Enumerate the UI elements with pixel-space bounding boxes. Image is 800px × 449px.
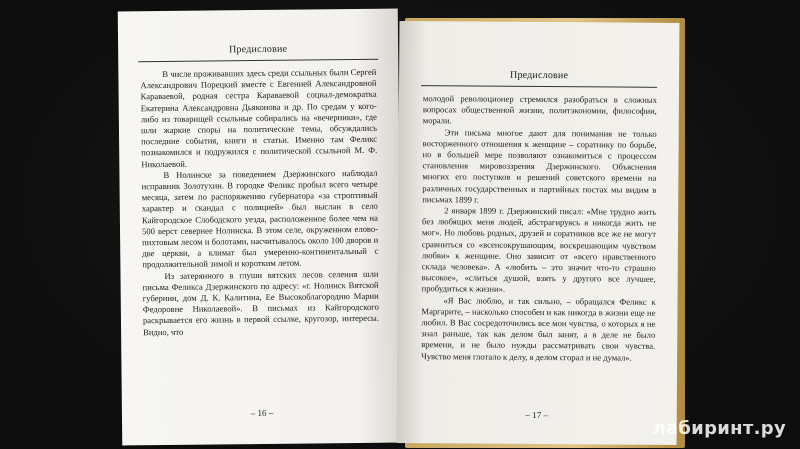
labirint-watermark: лабиринт.ру [652,418,786,439]
right-body-text [421,93,657,364]
left-page [118,9,403,446]
left-paragraph: В Нолинске за поведением Дзержинского наблюдал исправник Золотухин. В городке Феликс пробыл всего четыре месяца, затем по распоряжению губернатора «за строптивый характер и скандал с полицией» был выслан в село Кайгородское Слободского уезда, расположенное более чем на 500 верст севернее Нолинска. В этом селе, окруженном елово-пихтовым лесом и болотами, насчитывалось около 100 дворов и две церкви, а климат был умеренно-континентальный с продолжительной зимой и коротким летом. [141,167,379,270]
left-header-rule [138,59,378,63]
left-paragraph: В числе проживавших здесь среди ссыльных были Сергей Александрович Порецкий вместе с Евгенией Александровной Караваевой, родная сестра Караваевой социал-демократка Екатерина Александровна Дьяконова и др. По средам у кого-либо из товарищей ссыльные собирались на «вечерники», где шли жаркие споры на политические темы, обсуждались последние события, книги и статьи. Именно там Феликс познакомился и подружился с политической ссыльной М. Ф. Николаевой. [140,66,378,169]
right-page [397,21,680,445]
right-paragraph: Эти письма многое дают для понимания не только восторженного отношения к женщине – соратнику по борьбе, но в большей мере позволяют ознакомиться с процессом становления мировоззрения Дзержинского. Объяснения многих его поступков и решений советского времени на различных государственных и партийных постах мы видим в письмах 1899 г. [422,126,657,205]
left-body-text [140,67,379,338]
right-paragraph: 2 января 1899 г. Дзержинский писал: «Мне трудно жить без любящих меня людей, абстрагируясь я никогда жить не мог». Но любовь родных, друзей и соратников все же не могут сравниться со «всенсокрушающим, воскрешающим чувством любви» к женщине. Оно зависит от «всего нравственного склада человека». А «любить – это значит что-то страшно высокое», «слиться душой, взять у другого все лучшее, пробудиться к жизни». [421,205,657,295]
right-paragraph: «Я Вас люблю, и так сильно, – обращался Феликс к Маргарите, – насколько способен и как никогда в жизни еще не любил. В Вас сосредоточились все мои чувства, о которых я не знал раньше, так как делом был занят, а в деле не было времени, и не было нужды рассматривать свои чувства. Чувство меня глотало к делу, я делом сгорал и не думал». [421,294,656,363]
right-running-head: Предисловие [509,69,569,82]
left-running-head: Предисловие [229,43,288,56]
right-page-number: – 17 – [525,409,549,421]
right-header-rule [421,85,657,88]
left-page-number: – 16 – [250,407,274,419]
left-paragraph: Из затерянного в глуши вятских лесов селения шли письма Феликса Дзержинского по адресу: «г. Нолинск Вятской губернии, дом Д. К. Калитина, Ее Высокоблагородию Марии Федоровне Николаевой». В письмах из Кайгородского раскрывается его жизнь в первой ссылке, кругозор, интересы. Видно, что [142,268,380,337]
right-paragraph: молодой революционер стремился разобраться в сложных вопросах общественной жизни, политэкономии, философии, морали. [422,93,657,126]
